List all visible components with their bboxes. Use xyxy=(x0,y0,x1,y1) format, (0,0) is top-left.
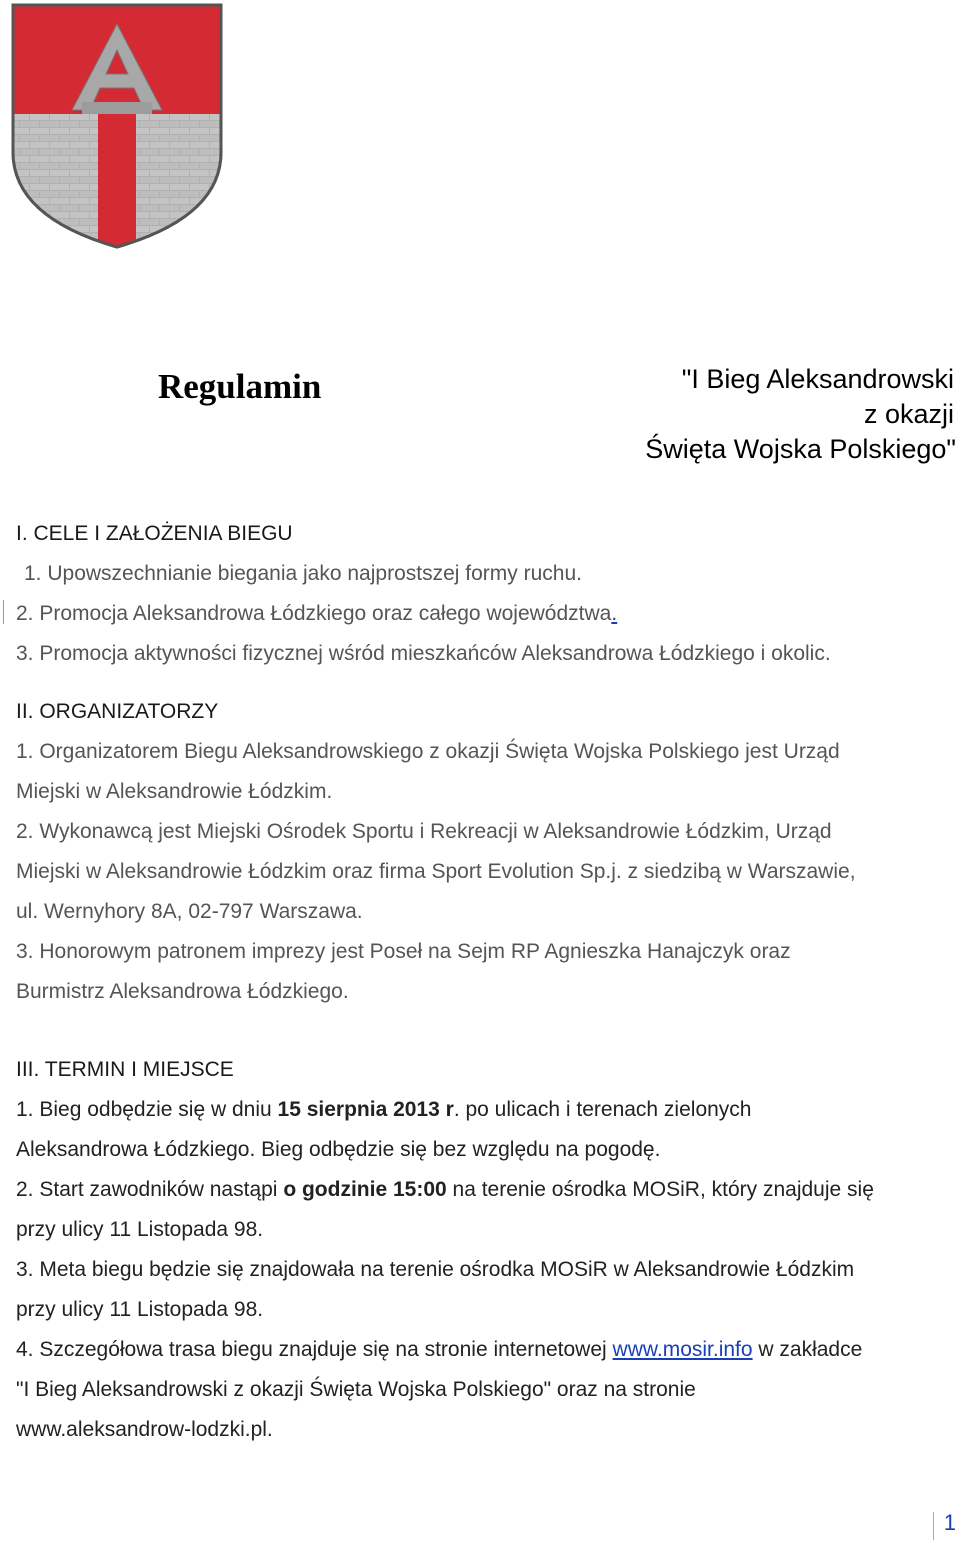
start-time: o godzinie 15:00 xyxy=(283,1178,447,1201)
goal-item-2-text: 2. Promocja Aleksandrowa Łódzkiego oraz całego województwa xyxy=(16,602,612,625)
section-heading-goals: I. CELE I ZAŁOŻENIA BIEGU xyxy=(16,522,293,545)
p1-text-a: 1. Bieg odbędzie się w dniu xyxy=(16,1098,278,1121)
organizers-line-4: Miejski w Aleksandrowie Łódzkim oraz firma Sport Evolution Sp.j. z siedzibą w Warszawie, xyxy=(16,860,856,883)
organizers-line-5: ul. Wernyhory 8A, 02-797 Warszawa. xyxy=(16,900,363,923)
goal-item-2-tail: . xyxy=(611,602,618,625)
event-title-line-3: Święta Wojska Polskiego" xyxy=(645,434,956,464)
date-place-p2-line-1 xyxy=(16,1170,960,1210)
section-heading-date-place: III. TERMIN I MIEJSCE xyxy=(16,1058,234,1081)
document-body xyxy=(16,514,960,1450)
page-number-divider xyxy=(933,1512,934,1540)
date-place-p4-line-1 xyxy=(16,1330,960,1370)
document-title: Regulamin xyxy=(158,367,322,406)
date-place-p1-line-1 xyxy=(16,1090,960,1130)
page-number: 1 xyxy=(943,1510,956,1535)
date-place-p4-line-3: www.aleksandrow-lodzki.pl. xyxy=(16,1418,273,1441)
goal-item-2 xyxy=(16,594,960,634)
organizers-line-1: 1. Organizatorem Biegu Aleksandrowskiego z okazji Święta Wojska Polskiego jest Urząd xyxy=(16,740,840,763)
p4-text-a: 4. Szczegółowa trasa biegu znajduje się na stronie internetowej xyxy=(16,1338,613,1361)
mosir-link[interactable]: www.mosir.info xyxy=(612,1338,753,1361)
race-date: 15 sierpnia 2013 r xyxy=(277,1098,454,1121)
p2-text-a: 2. Start zawodników nastąpi xyxy=(16,1178,284,1201)
coat-of-arms-logo xyxy=(10,2,224,250)
margin-marker xyxy=(3,600,4,624)
event-title xyxy=(536,362,956,467)
organizers-line-7: Burmistrz Aleksandrowa Łódzkiego. xyxy=(16,980,349,1003)
event-title-line-1: "I Bieg Aleksandrowski xyxy=(681,364,954,394)
event-title-line-2: z okazji xyxy=(863,399,954,429)
date-place-p4-line-2: "I Bieg Aleksandrowski z okazji Święta Wojska Polskiego" oraz na stronie xyxy=(16,1378,696,1401)
p2-text-c: na terenie ośrodka MOSiR, który znajduje się xyxy=(446,1178,874,1201)
goal-item-1: 1. Upowszechnianie biegania jako najprostszej formy ruchu. xyxy=(24,562,582,585)
organizers-line-6: 3. Honorowym patronem imprezy jest Poseł na Sejm RP Agnieszka Hanajczyk oraz xyxy=(16,940,791,963)
date-place-p3-line-2: przy ulicy 11 Listopada 98. xyxy=(16,1298,264,1321)
section-heading-organizers: II. ORGANIZATORZY xyxy=(16,700,219,723)
goal-item-3: 3. Promocja aktywności fizycznej wśród mieszkańców Aleksandrowa Łódzkiego i okolic. xyxy=(16,642,831,665)
organizers-line-3: 2. Wykonawcą jest Miejski Ośrodek Sportu i Rekreacji w Aleksandrowie Łódzkim, Urząd xyxy=(16,820,832,843)
date-place-p2-line-2: przy ulicy 11 Listopada 98. xyxy=(16,1218,264,1241)
organizers-line-2: Miejski w Aleksandrowie Łódzkim. xyxy=(16,780,333,803)
date-place-p1-line-2: Aleksandrowa Łódzkiego. Bieg odbędzie się bez względu na pogodę. xyxy=(16,1138,661,1161)
p4-text-c: w zakładce xyxy=(752,1338,863,1361)
p1-text-c: . po ulicach i terenach zielonych xyxy=(453,1098,752,1121)
date-place-p3-line-1: 3. Meta biegu będzie się znajdowała na terenie ośrodka MOSiR w Aleksandrowie Łódzkim xyxy=(16,1258,855,1281)
